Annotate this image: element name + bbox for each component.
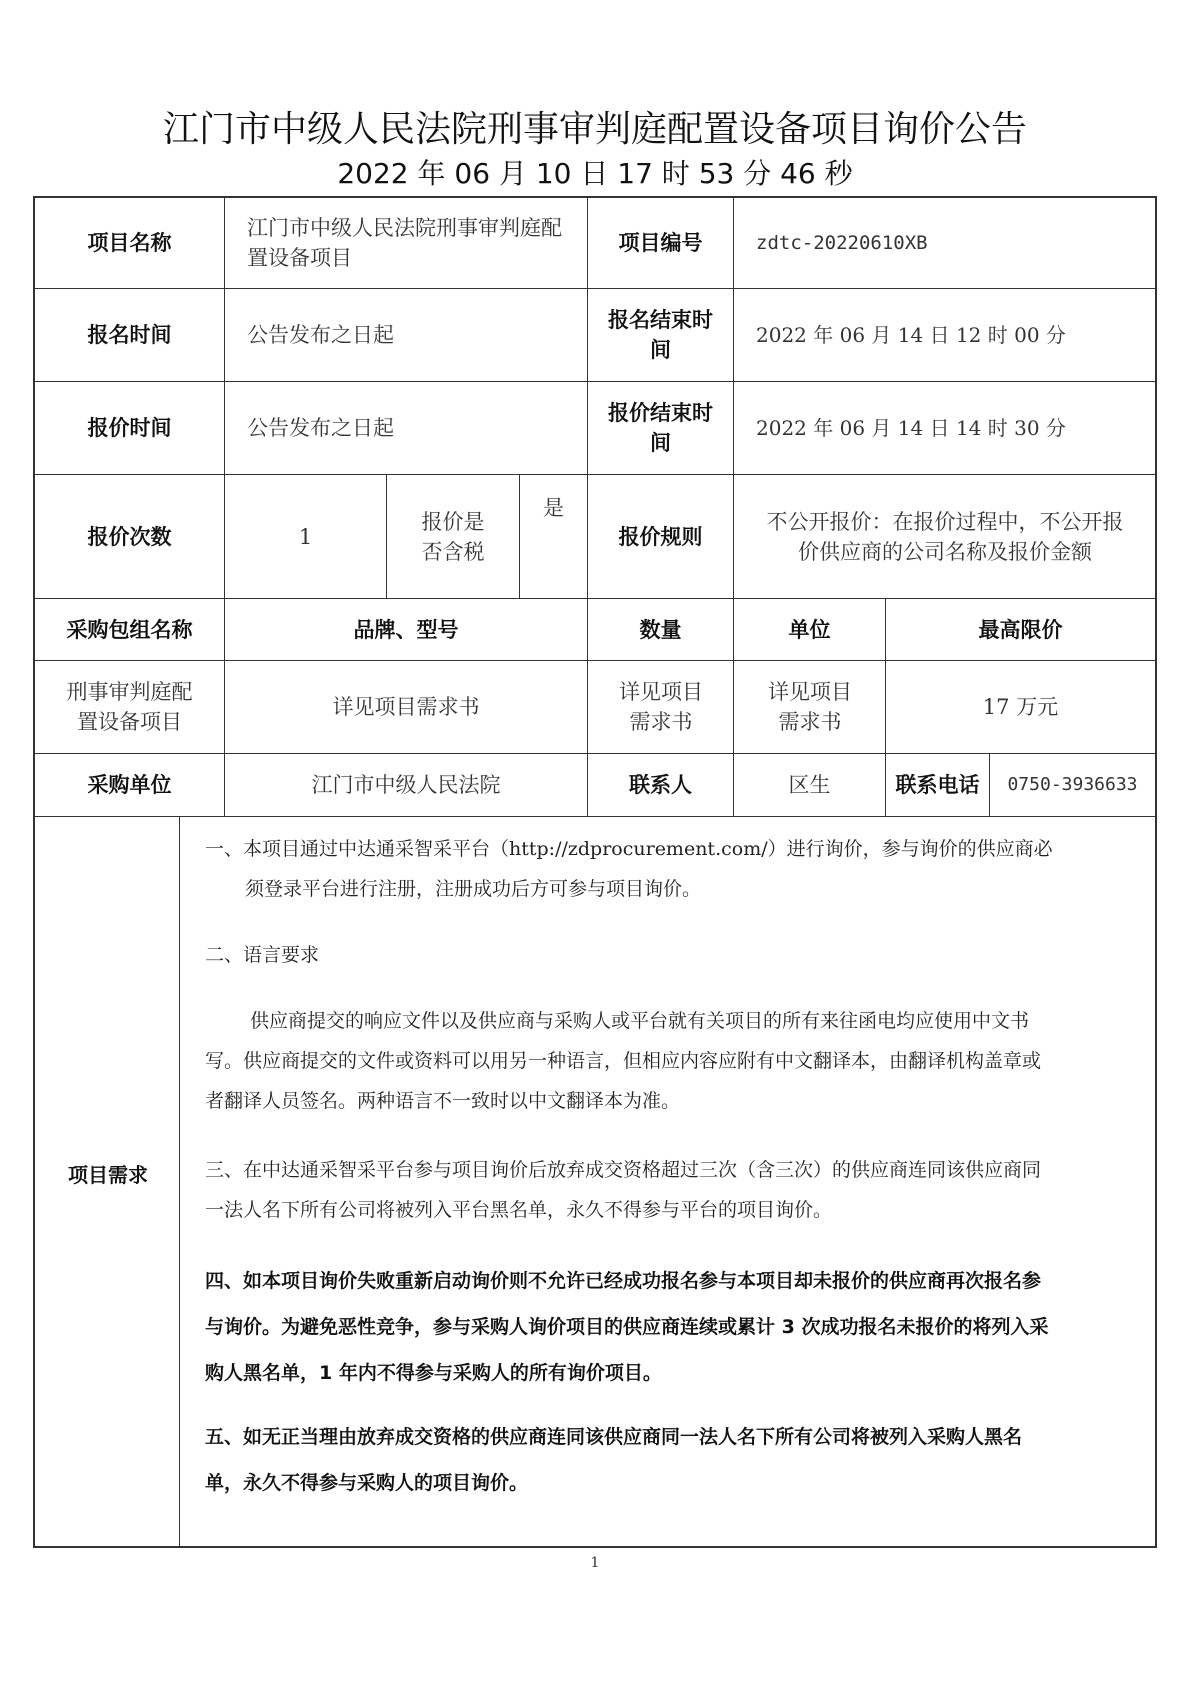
project-name-label: 项目名称 <box>87 231 172 255</box>
signup-end-label: 报名结束时间 <box>608 308 713 362</box>
max-price-header: 最高限价 <box>978 617 1063 642</box>
notice-title: 江门市中级人民法院刑事审判庭配置设备项目询价公告 <box>162 109 1027 150</box>
unit-value: 详见项目需求书 <box>768 680 852 734</box>
brand-model-value: 详见项目需求书 <box>332 695 480 719</box>
quote-rule-label: 报价规则 <box>618 524 703 549</box>
quote-time-value: 公告发布之日起 <box>247 416 394 440</box>
quantity-header: 数量 <box>639 617 682 642</box>
requirement-4-line-1: 四、如本项目询价失败重新启动询价则不允许已经成功报名参与本项目却未报价的供应商再次报名参 <box>205 1270 1042 1292</box>
quote-end-value: 2022 年 06 月 14 日 14 时 30 分 <box>756 416 1066 440</box>
col-divider <box>386 474 387 598</box>
phone-value: 0750-3936633 <box>1007 774 1138 795</box>
requirement-2-line-1: 供应商提交的响应文件以及供应商与采购人或平台就有关项目的所有来往函电均应使用中文书 <box>250 1010 1030 1032</box>
quote-rule-value: 不公开报价：在报价过程中，不公开报价供应商的公司名称及报价金额 <box>766 509 1124 564</box>
requirement-4-line-2: 与询价。为避免恶性竞争，参与采购人询价项目的供应商连续或累计 3 次成功报名未报价的将列入采 <box>205 1316 1049 1338</box>
brand-model-header: 品牌、型号 <box>353 617 459 642</box>
requirement-4-line-3: 购人黑名单，1 年内不得参与采购人的所有询价项目。 <box>205 1362 662 1384</box>
quote-time-label: 报价时间 <box>87 416 172 440</box>
requirement-5-line-2: 单，永久不得参与采购人的项目询价。 <box>205 1472 529 1494</box>
signup-time-value: 公告发布之日起 <box>247 323 394 347</box>
page-number: 1 <box>590 1555 600 1571</box>
table-border-bottom <box>33 1546 1157 1548</box>
requirement-2-line-2: 写。供应商提交的文件或资料可以用另一种语言，但相应内容应附有中文翻译本，由翻译机构盖章或 <box>205 1050 1042 1072</box>
quote-count-label: 报价次数 <box>87 524 172 549</box>
quote-count-value: 1 <box>298 524 313 549</box>
requirement-1-line-1: 一、本项目通过中达通采智采平台（http://zdprocurement.com/）进行询价，参与询价的供应商必 <box>205 838 1053 860</box>
contact-value: 区生 <box>788 773 831 797</box>
quantity-value: 详见项目需求书 <box>619 680 703 734</box>
requirements-label: 项目需求 <box>68 1163 148 1187</box>
contact-label: 联系人 <box>629 773 692 797</box>
tax-included-value: 是 <box>543 496 564 520</box>
buyer-value: 江门市中级人民法院 <box>311 773 501 797</box>
requirement-3-line-1: 三、在中达通采智采平台参与项目询价后放弃成交资格超过三次（含三次）的供应商连同该供应商同 <box>205 1159 1042 1181</box>
buyer-label: 采购单位 <box>87 773 172 797</box>
package-name-value: 刑事审判庭配置设备项目 <box>66 680 193 734</box>
requirement-2-line-3: 者翻译人员签名。两种语言不一致时以中文翻译本为准。 <box>205 1090 681 1112</box>
unit-header: 单位 <box>788 617 831 642</box>
quote-end-label: 报价结束时间 <box>608 401 713 455</box>
package-name-header: 采购包组名称 <box>66 617 193 642</box>
project-name-value: 江门市中级人民法院刑事审判庭配置设备项目 <box>247 216 562 270</box>
requirement-1-line-2: 须登录平台进行注册，注册成功后方可参与项目询价。 <box>245 878 702 900</box>
signup-end-value: 2022 年 06 月 14 日 12 时 00 分 <box>756 323 1066 347</box>
requirement-3-line-2: 一法人名下所有公司将被列入平台黑名单，永久不得参与平台的项目询价。 <box>205 1199 833 1221</box>
project-no-label: 项目编号 <box>618 231 703 255</box>
phone-label: 联系电话 <box>895 773 980 797</box>
tax-included-label: 报价是否含税 <box>421 509 485 564</box>
notice-datetime: 2022 年 06 月 10 日 17 时 53 分 46 秒 <box>337 157 853 190</box>
requirement-5-line-1: 五、如无正当理由放弃成交资格的供应商连同该供应商同一法人名下所有公司将被列入采购人黑名 <box>205 1426 1023 1448</box>
max-price-value: 17 万元 <box>982 695 1059 719</box>
requirement-2-title: 二、语言要求 <box>205 944 320 966</box>
signup-time-label: 报名时间 <box>87 323 172 347</box>
row-divider <box>33 816 1157 817</box>
project-no-value: zdtc-20220610XB <box>756 232 928 254</box>
